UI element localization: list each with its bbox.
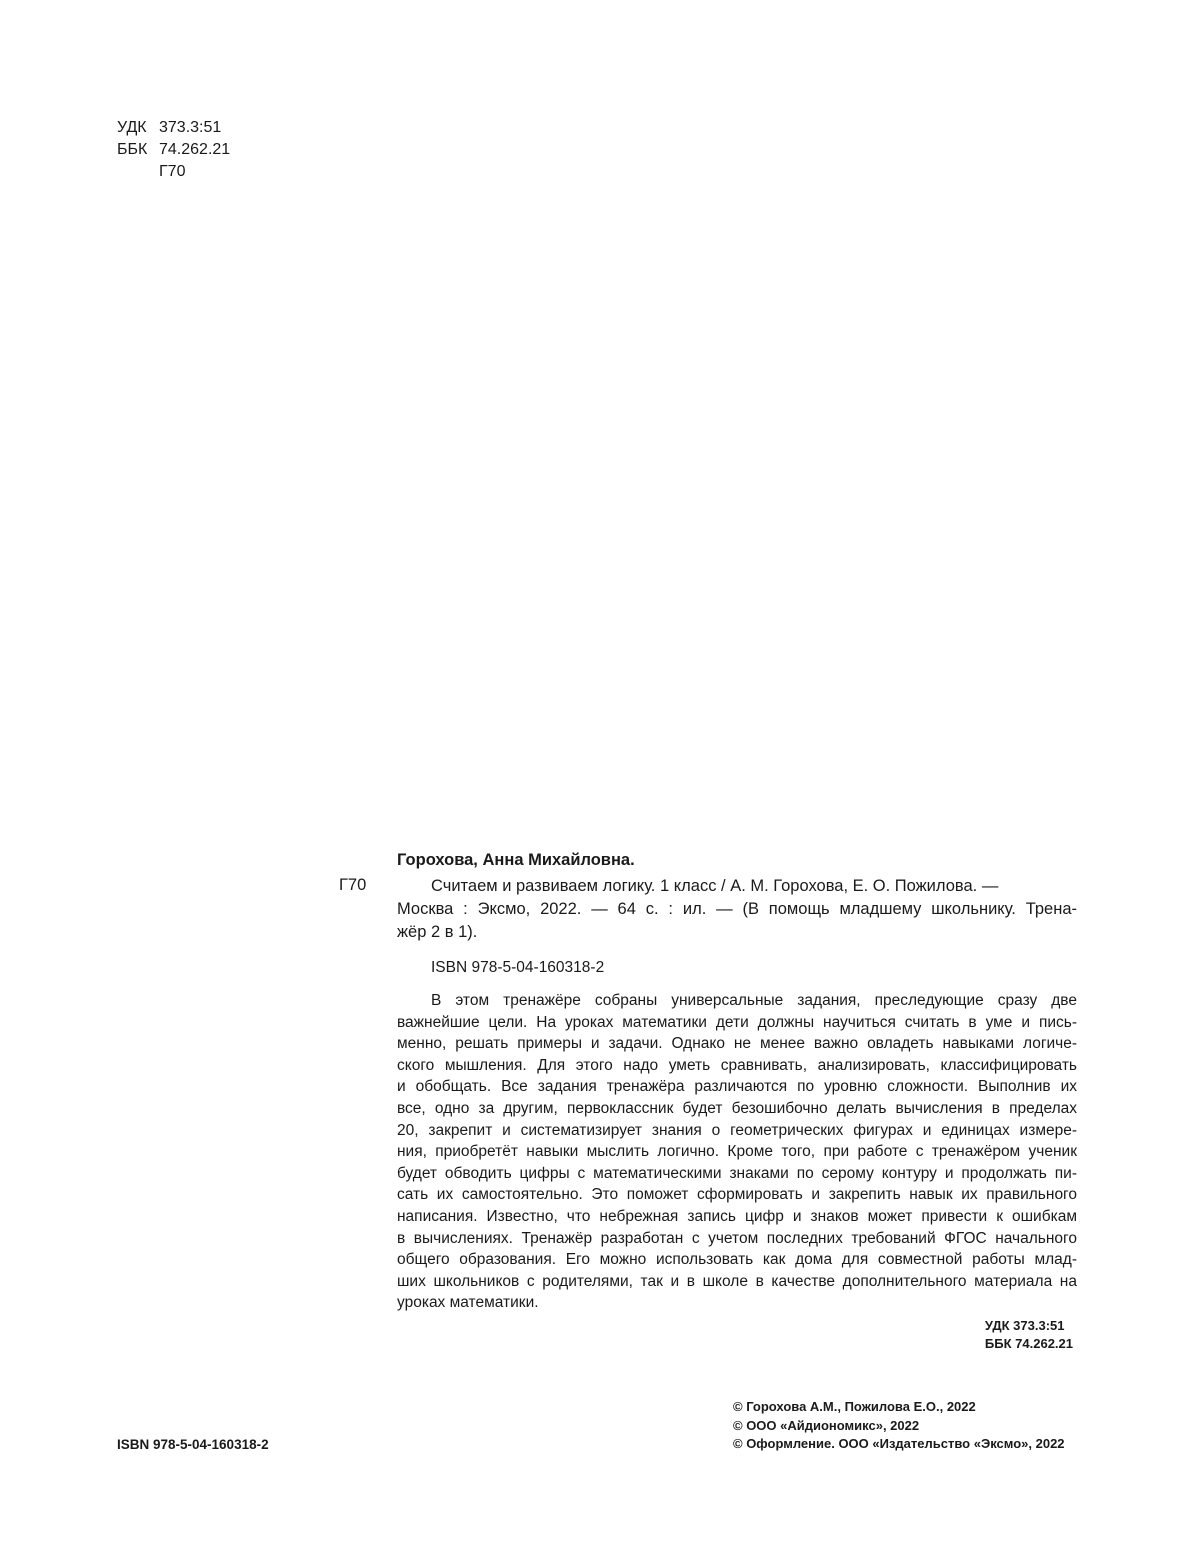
annotation-line: ших школьников с родителями, так и в школе в качестве дополнительного материала на: [397, 1272, 1077, 1290]
annotation-line: менно, решать примеры и задачи. Однако не менее важно овладеть навыками логиче-: [397, 1035, 1077, 1053]
annotation-line: все, одно за другим, первоклассник будет безошибочно делать вычисления в пределах: [397, 1099, 1077, 1117]
udk-value: 373.3:51: [159, 119, 222, 136]
author-heading: Горохова, Анна Михайловна.: [397, 851, 635, 869]
annotation-line: ния, приобретёт навыки мыслить логично. Кроме того, при работе с тренажёром ученик: [397, 1143, 1077, 1161]
copyright-line: © Оформление. ООО «Издательство «Эксмо», 2022: [733, 1436, 1065, 1451]
classification-bottom: [985, 1317, 1073, 1353]
annotation-line: В этом тренажёре собраны универсальные задания, преследующие сразу две: [431, 992, 1077, 1009]
annotation-line: сать их самостоятельно. Это поможет сформировать и закрепить навык их правильного: [397, 1186, 1077, 1204]
annotation-line: общего образования. Его можно использовать как дома для совместной работы млад-: [397, 1251, 1077, 1269]
title-description: [397, 875, 1077, 944]
author-sign-row: [117, 162, 185, 182]
annotation-line: 20, закрепит и систематизирует знания о геометрических фигурах и единицах измере-: [397, 1121, 1077, 1139]
annotation: [397, 990, 1077, 1314]
annotation-line: будет обводить цифры с математическими знаками по серому контуру и продолжать пи-: [397, 1164, 1077, 1182]
copyright-line: © ООО «Айдиономикс», 2022: [733, 1417, 920, 1433]
isbn-record: ISBN 978-5-04-160318-2: [431, 959, 605, 976]
isbn-bottom: ISBN 978-5-04-160318-2: [117, 1437, 269, 1452]
copyright-line: © Горохова А.М., Пожилова Е.О., 2022: [733, 1399, 976, 1414]
annotation-line: важнейшие цели. На уроках математики дети должны научиться считать в уме и пись-: [397, 1013, 1077, 1031]
annotation-line: в вычислениях. Тренажёр разработан с учетом последних требований ФГОС начального: [397, 1229, 1077, 1247]
annotation-line: уроках математики.: [397, 1294, 539, 1312]
annotation-line: написания. Известно, что небрежная запись цифр и знаков может привести к ошибкам: [397, 1207, 1077, 1225]
udk-row: [117, 118, 221, 138]
bbk-value: 74.262.21: [159, 141, 231, 158]
annotation-line: ского мышления. Для этого надо уметь сравнивать, анализировать, классифицировать: [397, 1056, 1077, 1074]
title-line: Считаем и развиваем логику. 1 класс / А. М. Горохова, Е. О. Пожилова. —: [431, 877, 999, 895]
title-line: жёр 2 в 1).: [397, 923, 478, 941]
author-sign: Г70: [339, 876, 367, 894]
author-sign-top: Г70: [159, 163, 186, 180]
annotation-line: и обобщать. Все задания тренажёра различаются по уровню сложности. Выполнив их: [397, 1078, 1077, 1096]
bbk-bottom: ББК 74.262.21: [984, 1336, 1073, 1351]
bbk-label: ББК: [117, 141, 148, 158]
bbk-row: [117, 140, 230, 160]
copyright-block: [733, 1398, 1065, 1454]
title-line: Москва : Эксмо, 2022. — 64 с. : ил. — (В помощь младшему школьнику. Трена-: [397, 900, 1077, 918]
udk-label: УДК: [117, 119, 147, 136]
udk-bottom: УДК 373.3:51: [984, 1318, 1065, 1333]
